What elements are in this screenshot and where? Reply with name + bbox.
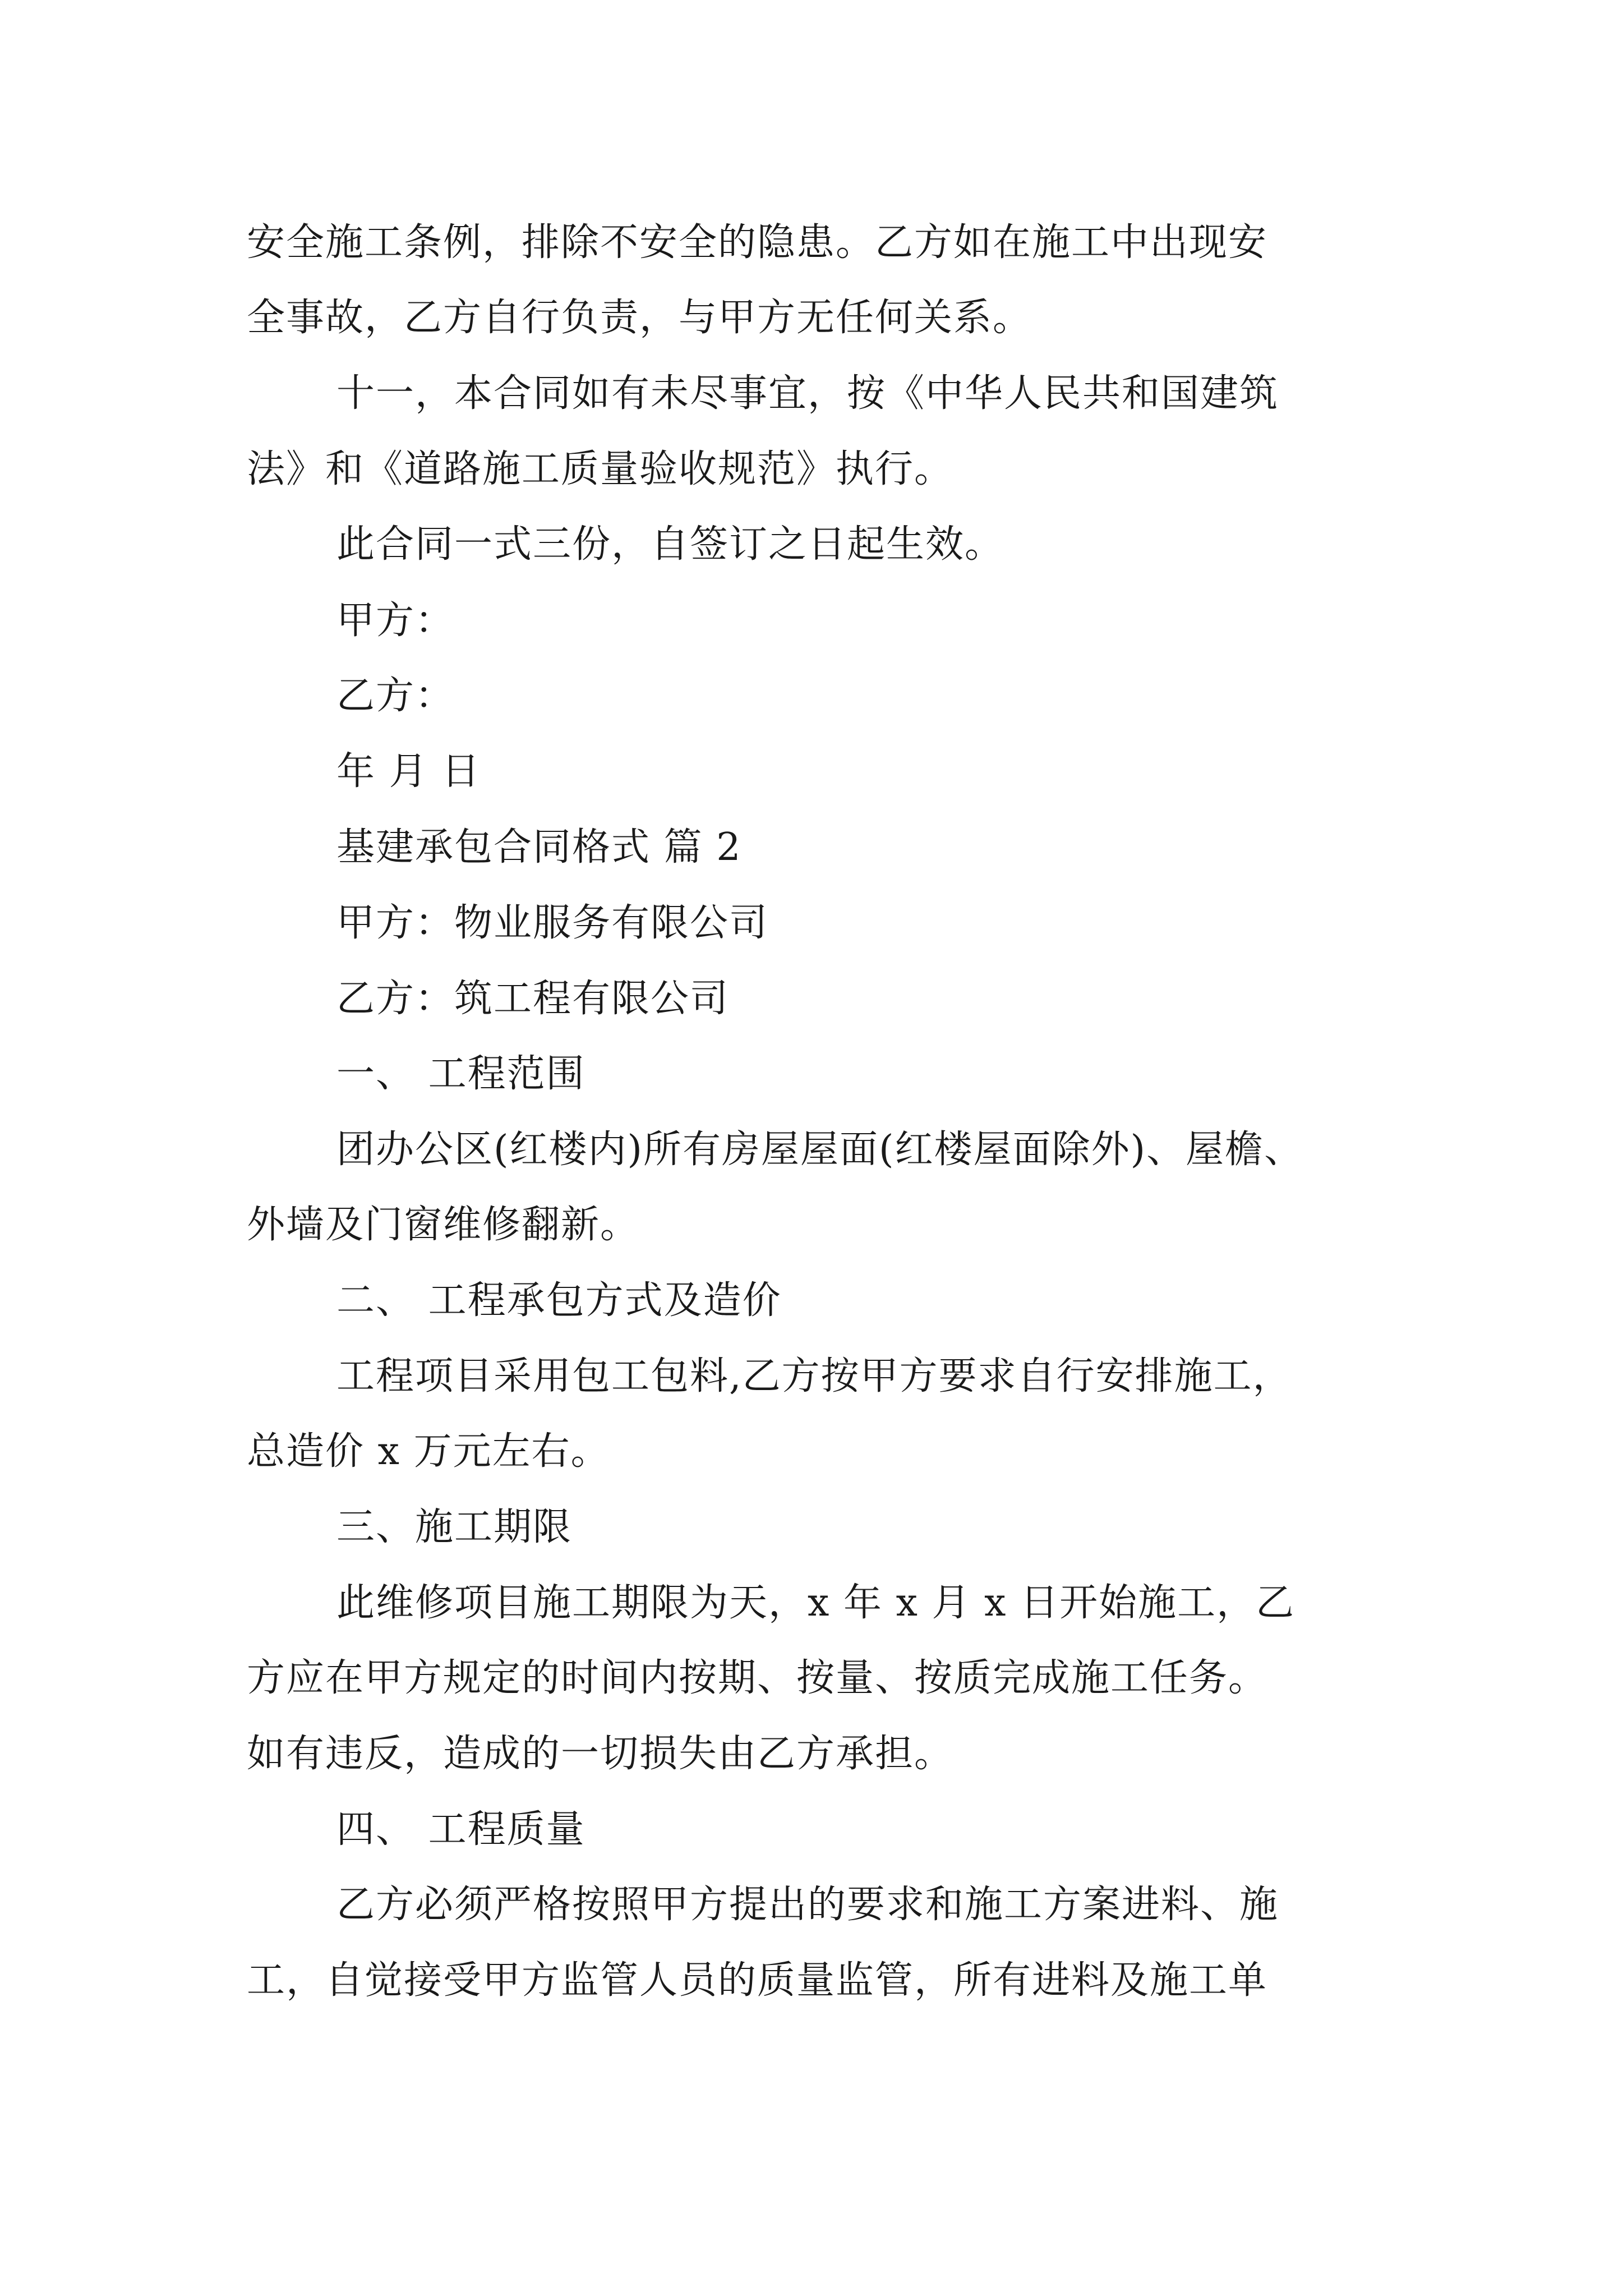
text-line: 此合同一式三份，自签订之日起生效。 <box>336 522 1004 567</box>
text-line: 团办公区(红楼内)所有房屋屋面(红楼屋面除外)、屋檐、 <box>336 1128 1304 1172</box>
text-line: 外墙及门窗维修翻新。 <box>247 1203 640 1247</box>
text-line: 安全施工条例，排除不安全的隐患。乙方如在施工中出现安 <box>247 220 1268 265</box>
signature-party-b: 乙方： <box>336 674 455 718</box>
text-line: 工程项目采用包工包料,乙方按甲方要求自行安排施工， <box>336 1354 1292 1398</box>
text-line: 此维修项目施工期限为天，x 年 x 月 x 日开始施工，乙 <box>336 1581 1295 1625</box>
clause-heading: 一、 工程范围 <box>336 1052 585 1096</box>
clause-heading: 四、 工程质量 <box>336 1807 585 1852</box>
signature-date: 年 月 日 <box>336 749 481 794</box>
text-line: 总造价 x 万元左右。 <box>247 1429 610 1474</box>
signature-party-a: 甲方： <box>336 599 455 643</box>
text-line: 如有违反，造成的一切损失由乙方承担。 <box>247 1732 954 1776</box>
text-line: 全事故，乙方自行负责，与甲方无任何关系。 <box>247 296 1032 340</box>
party-b-line: 乙方：筑工程有限公司 <box>336 977 730 1021</box>
text-line: 乙方必须严格按照甲方提出的要求和施工方案进料、施 <box>336 1883 1279 1927</box>
clause-heading: 二、 工程承包方式及造价 <box>336 1278 782 1323</box>
text-line: 工，自觉接受甲方监管人员的质量监管，所有进料及施工单 <box>247 1958 1268 2003</box>
section-title: 基建承包合同格式 篇 2 <box>336 825 742 869</box>
text-line: 法》和《道路施工质量验收规范》执行。 <box>247 447 954 491</box>
clause-heading: 三、施工期限 <box>336 1505 573 1549</box>
party-a-line: 甲方：物业服务有限公司 <box>336 901 769 945</box>
text-line: 方应在甲方规定的时间内按期、按量、按质完成施工任务。 <box>247 1656 1268 1700</box>
text-line: 十一，本合同如有未尽事宜，按《中华人民共和国建筑 <box>336 371 1279 416</box>
